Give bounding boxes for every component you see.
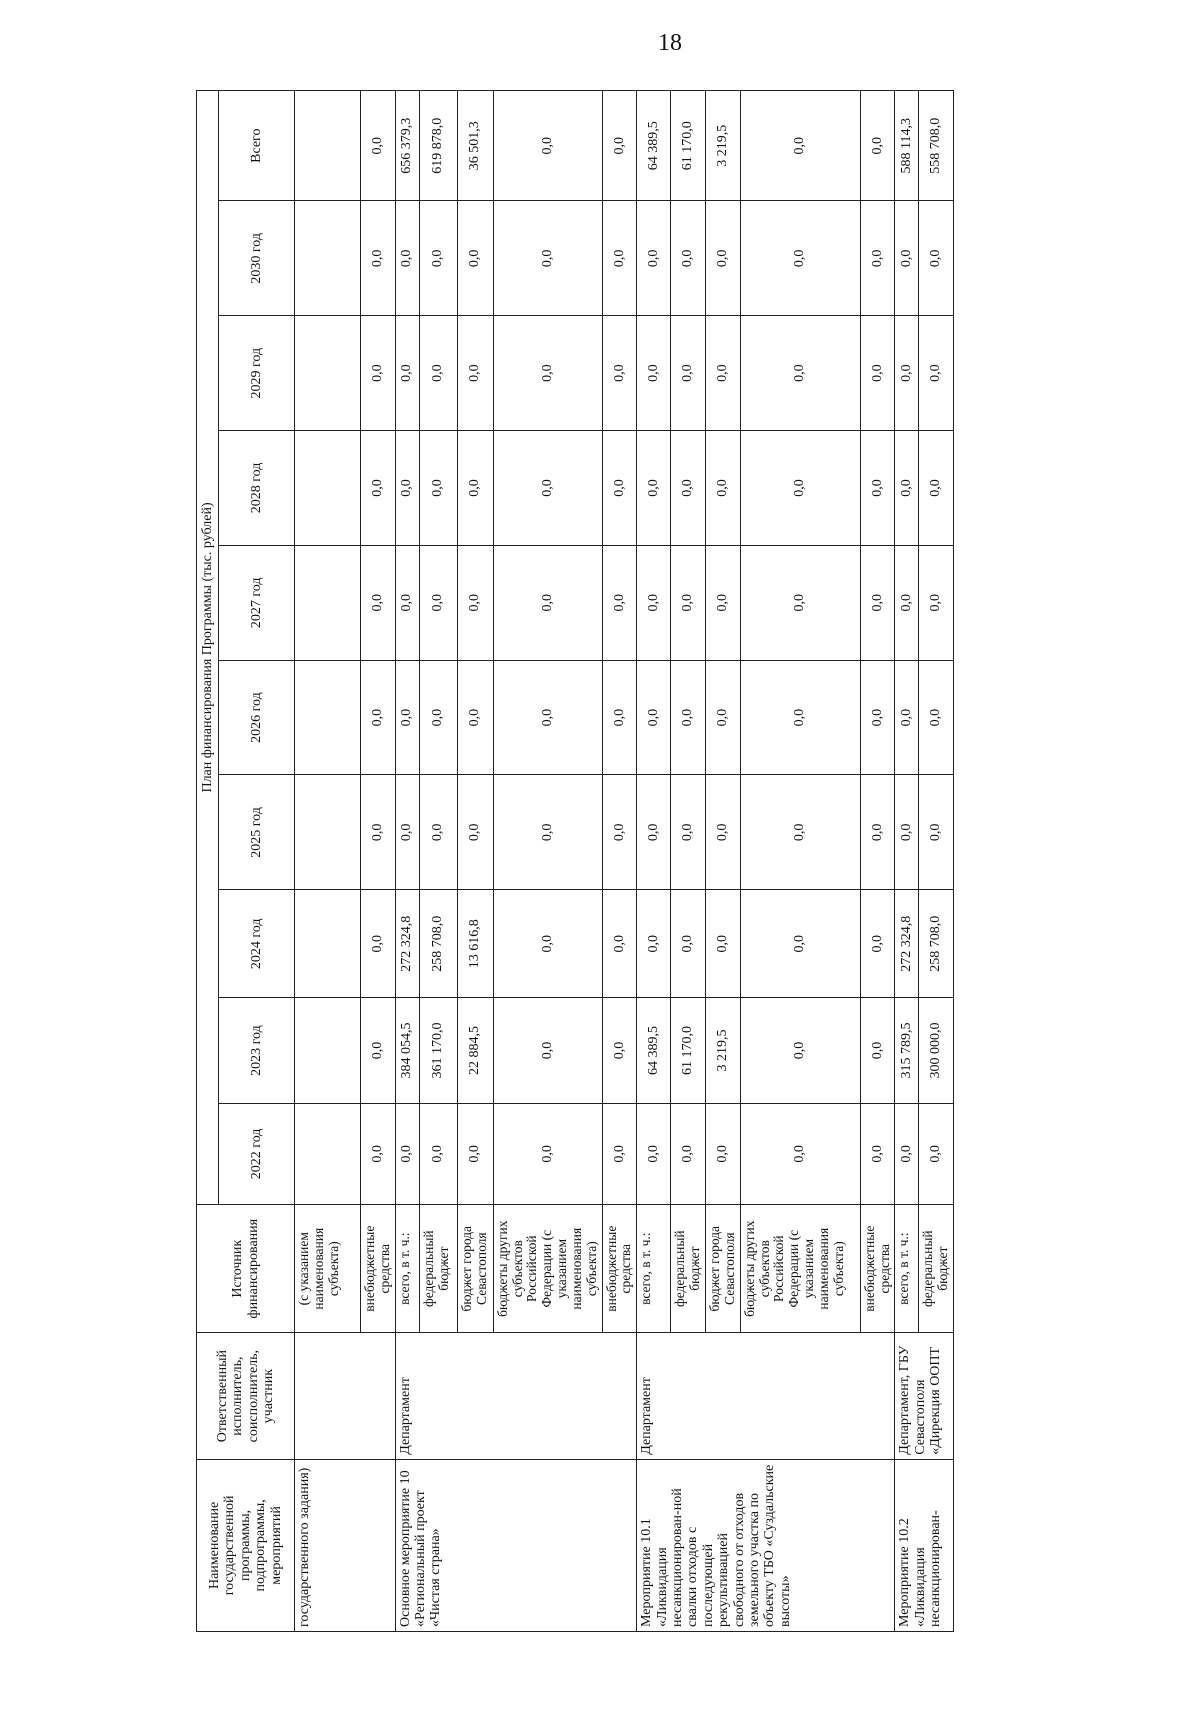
value-cell: 0,0 — [671, 890, 706, 998]
responsible-cell: Департамент — [395, 1333, 637, 1459]
value-cell — [295, 1103, 361, 1204]
value-cell: 0,0 — [395, 545, 419, 660]
source-cell: бюджеты других субъектов Российской Федерации (с указанием наименования субъекта) — [740, 1204, 860, 1333]
header-plan: План финансирования Программы (тыс. рублей) — [197, 91, 219, 1205]
value-cell: 64 389,5 — [637, 998, 671, 1104]
value-cell: 0,0 — [860, 998, 895, 1104]
value-cell: 0,0 — [637, 890, 671, 998]
value-cell: 0,0 — [419, 660, 457, 775]
value-cell: 0,0 — [419, 775, 457, 890]
value-cell: 36 501,3 — [457, 91, 493, 201]
value-cell: 0,0 — [671, 775, 706, 890]
value-cell: 0,0 — [637, 660, 671, 775]
program-name-cell: Мероприятие 10.2 «Ликвидация несанкционирован- — [895, 1459, 954, 1631]
value-cell: 588 114,3 — [895, 91, 919, 201]
value-cell: 0,0 — [419, 1103, 457, 1204]
value-cell — [295, 890, 361, 998]
value-cell — [295, 775, 361, 890]
value-cell: 0,0 — [361, 1103, 396, 1204]
header-year: 2026 год — [219, 660, 295, 775]
value-cell: 0,0 — [602, 1103, 637, 1204]
table-header — [197, 91, 295, 1632]
program-name-cell: государственного задания) — [295, 1459, 396, 1631]
value-cell: 0,0 — [671, 545, 706, 660]
value-cell: 0,0 — [740, 1103, 860, 1204]
value-cell: 0,0 — [493, 775, 602, 890]
value-cell: 0,0 — [740, 201, 860, 316]
value-cell — [295, 316, 361, 431]
value-cell: 13 616,8 — [457, 890, 493, 998]
value-cell: 315 789,5 — [895, 998, 919, 1104]
source-cell: внебюджетные средства — [602, 1204, 637, 1333]
value-cell: 0,0 — [705, 431, 740, 546]
source-cell: федеральный бюджет — [671, 1204, 706, 1333]
value-cell: 3 219,5 — [705, 998, 740, 1104]
value-cell: 0,0 — [740, 431, 860, 546]
value-cell: 0,0 — [860, 91, 895, 201]
value-cell: 0,0 — [919, 431, 954, 546]
value-cell: 0,0 — [860, 316, 895, 431]
value-cell: 0,0 — [705, 201, 740, 316]
value-cell: 0,0 — [860, 431, 895, 546]
source-cell: бюджет города Севастополя — [705, 1204, 740, 1333]
value-cell — [295, 431, 361, 546]
value-cell: 0,0 — [419, 201, 457, 316]
source-cell: бюджет города Севастополя — [457, 1204, 493, 1333]
header-year: Всего — [219, 91, 295, 201]
value-cell: 0,0 — [457, 545, 493, 660]
header-year: 2025 год — [219, 775, 295, 890]
value-cell: 0,0 — [493, 91, 602, 201]
table-row — [295, 91, 361, 1632]
value-cell: 0,0 — [457, 431, 493, 546]
value-cell: 0,0 — [493, 1103, 602, 1204]
table-row — [637, 91, 671, 1632]
value-cell: 0,0 — [602, 91, 637, 201]
source-cell: всего, в т. ч.: — [395, 1204, 419, 1333]
value-cell: 0,0 — [740, 91, 860, 201]
value-cell — [295, 998, 361, 1104]
value-cell: 0,0 — [740, 890, 860, 998]
value-cell: 0,0 — [395, 201, 419, 316]
table-row — [895, 91, 919, 1632]
value-cell: 0,0 — [860, 890, 895, 998]
value-cell: 0,0 — [361, 660, 396, 775]
value-cell: 384 054,5 — [395, 998, 419, 1104]
header-year: 2029 год — [219, 316, 295, 431]
source-cell: (с указанием наименования субъекта) — [295, 1204, 361, 1333]
value-cell: 0,0 — [419, 431, 457, 546]
value-cell: 272 324,8 — [895, 890, 919, 998]
value-cell: 0,0 — [671, 660, 706, 775]
rotated-table-wrapper — [196, 90, 1122, 1632]
value-cell: 0,0 — [602, 545, 637, 660]
value-cell: 0,0 — [705, 890, 740, 998]
value-cell: 0,0 — [637, 316, 671, 431]
header-year: 2024 год — [219, 890, 295, 998]
value-cell: 0,0 — [395, 316, 419, 431]
value-cell: 0,0 — [361, 998, 396, 1104]
value-cell: 0,0 — [602, 660, 637, 775]
value-cell: 0,0 — [895, 316, 919, 431]
value-cell: 0,0 — [740, 775, 860, 890]
value-cell: 0,0 — [602, 201, 637, 316]
value-cell: 0,0 — [740, 660, 860, 775]
value-cell: 0,0 — [919, 201, 954, 316]
value-cell: 361 170,0 — [419, 998, 457, 1104]
value-cell: 0,0 — [457, 1103, 493, 1204]
value-cell: 0,0 — [637, 201, 671, 316]
value-cell — [295, 201, 361, 316]
value-cell: 0,0 — [705, 545, 740, 660]
value-cell: 0,0 — [919, 660, 954, 775]
value-cell: 0,0 — [395, 1103, 419, 1204]
value-cell: 0,0 — [919, 545, 954, 660]
header-year: 2027 год — [219, 545, 295, 660]
value-cell: 3 219,5 — [705, 91, 740, 201]
value-cell: 0,0 — [361, 890, 396, 998]
responsible-cell: Департамент — [637, 1333, 895, 1459]
value-cell: 0,0 — [895, 660, 919, 775]
value-cell: 0,0 — [602, 431, 637, 546]
value-cell: 0,0 — [361, 775, 396, 890]
value-cell: 0,0 — [860, 775, 895, 890]
value-cell: 64 389,5 — [637, 91, 671, 201]
value-cell: 0,0 — [457, 201, 493, 316]
value-cell: 0,0 — [637, 775, 671, 890]
value-cell — [295, 91, 361, 201]
value-cell: 0,0 — [671, 316, 706, 431]
table-body — [295, 91, 954, 1632]
header-name: Наименование государственной программы, подпрограммы, мероприятий — [197, 1459, 295, 1631]
value-cell: 0,0 — [395, 431, 419, 546]
program-name-cell: Мероприятие 10.1 «Ликвидация несанкционирован-ной свалки отходов с последующей рекультивацией свободного от отходов земельного участка по объекту ТБО «Суздальские высоты» — [637, 1459, 895, 1631]
value-cell: 0,0 — [493, 201, 602, 316]
value-cell: 0,0 — [919, 316, 954, 431]
value-cell: 0,0 — [740, 316, 860, 431]
table-row — [395, 91, 419, 1632]
header-year: 2028 год — [219, 431, 295, 546]
value-cell: 258 708,0 — [419, 890, 457, 998]
value-cell: 0,0 — [671, 201, 706, 316]
value-cell: 0,0 — [705, 316, 740, 431]
value-cell: 0,0 — [705, 660, 740, 775]
value-cell: 0,0 — [895, 545, 919, 660]
value-cell: 0,0 — [637, 545, 671, 660]
value-cell: 0,0 — [457, 775, 493, 890]
value-cell: 258 708,0 — [919, 890, 954, 998]
value-cell: 0,0 — [895, 431, 919, 546]
value-cell: 0,0 — [361, 91, 396, 201]
value-cell — [295, 545, 361, 660]
value-cell: 0,0 — [457, 316, 493, 431]
header-year: 2022 год — [219, 1103, 295, 1204]
value-cell: 0,0 — [361, 316, 396, 431]
value-cell: 272 324,8 — [395, 890, 419, 998]
source-cell: федеральный бюджет — [919, 1204, 954, 1333]
value-cell: 0,0 — [919, 775, 954, 890]
value-cell: 0,0 — [637, 1103, 671, 1204]
source-cell: внебюджетные средства — [361, 1204, 396, 1333]
value-cell: 0,0 — [602, 775, 637, 890]
value-cell: 0,0 — [395, 775, 419, 890]
value-cell: 0,0 — [860, 201, 895, 316]
source-cell: федеральный бюджет — [419, 1204, 457, 1333]
value-cell: 0,0 — [493, 431, 602, 546]
value-cell: 61 170,0 — [671, 998, 706, 1104]
value-cell: 0,0 — [493, 890, 602, 998]
source-cell: бюджеты других субъектов Российской Федерации (с указанием наименования субъекта) — [493, 1204, 602, 1333]
value-cell: 300 000,0 — [919, 998, 954, 1104]
value-cell: 22 884,5 — [457, 998, 493, 1104]
header-year: 2023 год — [219, 998, 295, 1104]
value-cell: 0,0 — [602, 890, 637, 998]
value-cell: 0,0 — [637, 431, 671, 546]
value-cell: 0,0 — [419, 316, 457, 431]
value-cell: 0,0 — [361, 201, 396, 316]
source-cell: всего, в т. ч.: — [637, 1204, 671, 1333]
value-cell: 0,0 — [919, 1103, 954, 1204]
value-cell: 0,0 — [740, 545, 860, 660]
value-cell: 0,0 — [671, 1103, 706, 1204]
header-year: 2030 год — [219, 201, 295, 316]
header-source: Источник финансирования — [197, 1204, 295, 1333]
value-cell: 0,0 — [860, 545, 895, 660]
value-cell: 0,0 — [895, 201, 919, 316]
value-cell — [295, 660, 361, 775]
program-name-cell: Основное мероприятие 10 «Региональный проект «Чистая страна» — [395, 1459, 637, 1631]
value-cell: 0,0 — [361, 545, 396, 660]
value-cell: 0,0 — [740, 998, 860, 1104]
value-cell: 0,0 — [705, 775, 740, 890]
value-cell: 0,0 — [493, 998, 602, 1104]
value-cell: 0,0 — [895, 1103, 919, 1204]
value-cell: 0,0 — [493, 660, 602, 775]
value-cell: 0,0 — [671, 431, 706, 546]
responsible-cell: Департамент, ГБУ Севастополя «Дирекция ООПТ — [895, 1333, 954, 1459]
value-cell: 0,0 — [602, 316, 637, 431]
value-cell: 0,0 — [493, 545, 602, 660]
value-cell: 558 708,0 — [919, 91, 954, 201]
value-cell: 0,0 — [602, 998, 637, 1104]
value-cell: 0,0 — [860, 660, 895, 775]
value-cell: 0,0 — [860, 1103, 895, 1204]
value-cell: 0,0 — [395, 660, 419, 775]
value-cell: 0,0 — [419, 545, 457, 660]
value-cell: 61 170,0 — [671, 91, 706, 201]
responsible-cell — [295, 1333, 396, 1459]
source-cell: внебюджетные средства — [860, 1204, 895, 1333]
header-responsible: Ответственный исполнитель, соисполнитель, участник — [197, 1333, 295, 1459]
value-cell: 0,0 — [361, 431, 396, 546]
value-cell: 0,0 — [705, 1103, 740, 1204]
value-cell: 0,0 — [457, 660, 493, 775]
page-number: 18 — [658, 30, 682, 56]
value-cell: 0,0 — [895, 775, 919, 890]
value-cell: 656 379,3 — [395, 91, 419, 201]
source-cell: всего, в т. ч.: — [895, 1204, 919, 1333]
value-cell: 619 878,0 — [419, 91, 457, 201]
financing-table — [196, 90, 954, 1632]
value-cell: 0,0 — [493, 316, 602, 431]
